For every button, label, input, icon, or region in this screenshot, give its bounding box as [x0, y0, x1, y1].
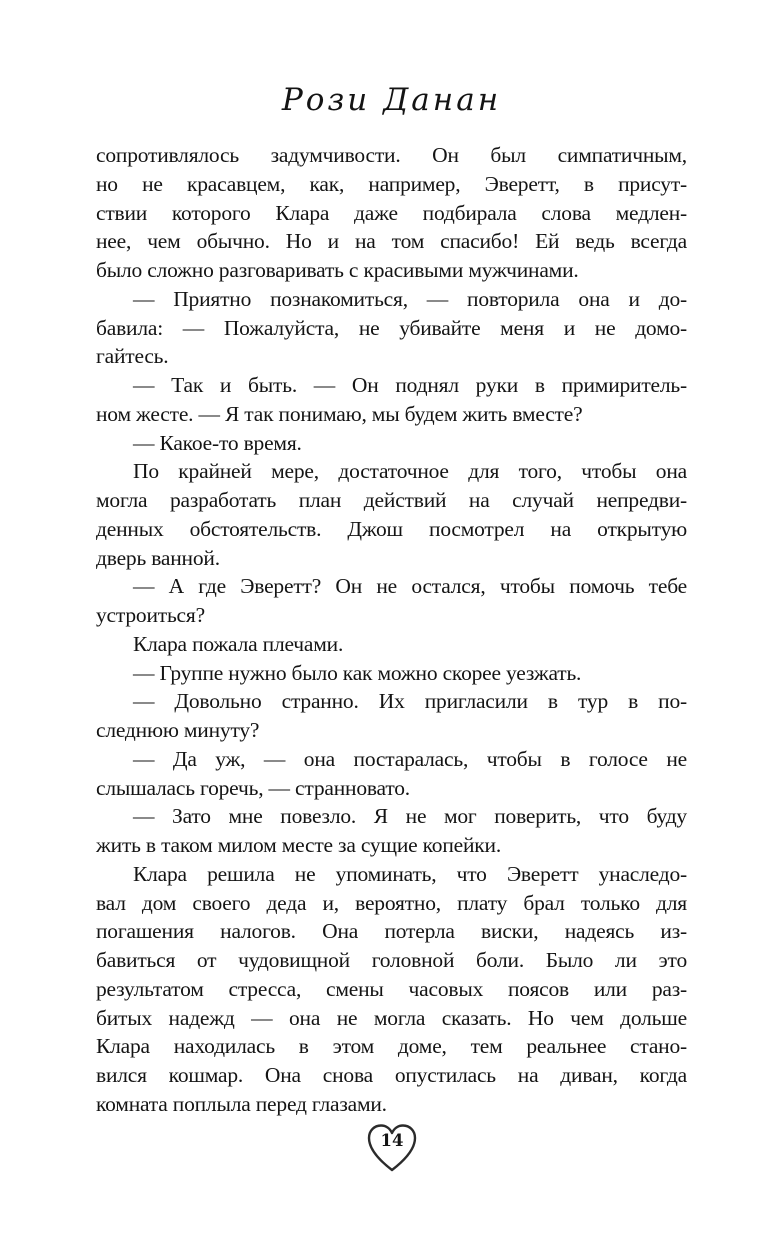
text-line: вился кошмар. Она снова опустилась на диван, когда — [96, 1063, 687, 1087]
text-line: — А где Эверетт? Он не остался, чтобы помочь тебе — [133, 574, 687, 599]
body-text — [96, 141, 687, 1119]
text-line: сопротивлялось задумчивости. Он был симпатичным, — [96, 143, 687, 167]
text-line: гайтесь. — [96, 344, 169, 369]
text-line: — Довольно странно. Их пригласили в тур в по- — [133, 689, 687, 714]
text-line: — Группе нужно было как можно скорее уезжать. — [133, 660, 582, 685]
page-number-heart-ornament — [364, 1122, 420, 1174]
paragraph — [96, 371, 687, 429]
paragraph — [96, 285, 687, 371]
text-line: ствии которого Клара даже подбирала слова медлен- — [96, 200, 687, 225]
text-line: — Да уж, — она постаралась, чтобы в голосе не — [133, 746, 687, 771]
paragraph — [96, 630, 687, 659]
text-line: битых надежд — она не могла сказать. Но чем дольше — [96, 1005, 687, 1030]
text-line: По крайней мере, достаточное для того, чтобы она — [133, 459, 687, 484]
paragraph — [96, 860, 687, 1119]
text-line: жить в таком милом месте за сущие копейки. — [96, 833, 502, 857]
text-line: было сложно разговаривать с красивыми мужчинами. — [96, 258, 579, 282]
text-line: погашения налогов. Она потерла виски, надеясь из- — [96, 919, 687, 944]
text-line: Клара решила не упоминать, что Эверетт унаследо- — [133, 861, 687, 886]
text-line: слышалась горечь, — странновато. — [96, 775, 410, 800]
text-line: Клара пожала плечами. — [133, 631, 344, 656]
text-line: комната поплыла перед глазами. — [96, 1091, 387, 1116]
text-line: денных обстоятельств. Джош посмотрел на открытую — [96, 516, 687, 541]
page-number: 14 — [380, 1131, 404, 1150]
running-head-author: Рози Данан — [281, 82, 502, 118]
text-line: Клара находилась в этом доме, тем реальнее стано- — [96, 1034, 687, 1059]
text-line: бавиться от чудовищной головной боли. Было ли это — [96, 948, 687, 972]
text-line: могла разработать план действий на случай непредви- — [96, 488, 687, 512]
text-line: следнюю минуту? — [96, 718, 260, 742]
text-line: дверь ванной. — [96, 545, 220, 570]
text-line: — Так и быть. — Он поднял руки в примиритель- — [133, 373, 687, 397]
paragraph — [96, 429, 687, 458]
text-line: — Зато мне повезло. Я не мог поверить, что буду — [133, 804, 687, 829]
paragraph — [96, 141, 687, 285]
text-line: результатом стресса, смены часовых поясов или раз- — [96, 976, 687, 1001]
text-line: — Приятно познакомиться, — повторила она и до- — [133, 286, 687, 311]
text-line: но не красавцем, как, например, Эверетт, в присут- — [96, 171, 687, 196]
text-line: нее, чем обычно. Но и на том спасибо! Ей ведь всегда — [96, 229, 687, 254]
text-line: — Какое-то время. — [133, 430, 302, 455]
paragraph — [96, 457, 687, 572]
paragraph — [96, 745, 687, 803]
text-line: ном жесте. — Я так понимаю, мы будем жить вместе? — [96, 401, 583, 426]
paragraph — [96, 687, 687, 745]
paragraph — [96, 572, 687, 630]
text-line: вал дом своего деда и, вероятно, плату брал только для — [96, 890, 687, 915]
text-line: устроиться? — [96, 603, 205, 627]
text-line: бавила: — Пожалуйста, не убивайте меня и не домо- — [96, 315, 687, 340]
paragraph — [96, 659, 687, 688]
paragraph — [96, 802, 687, 860]
